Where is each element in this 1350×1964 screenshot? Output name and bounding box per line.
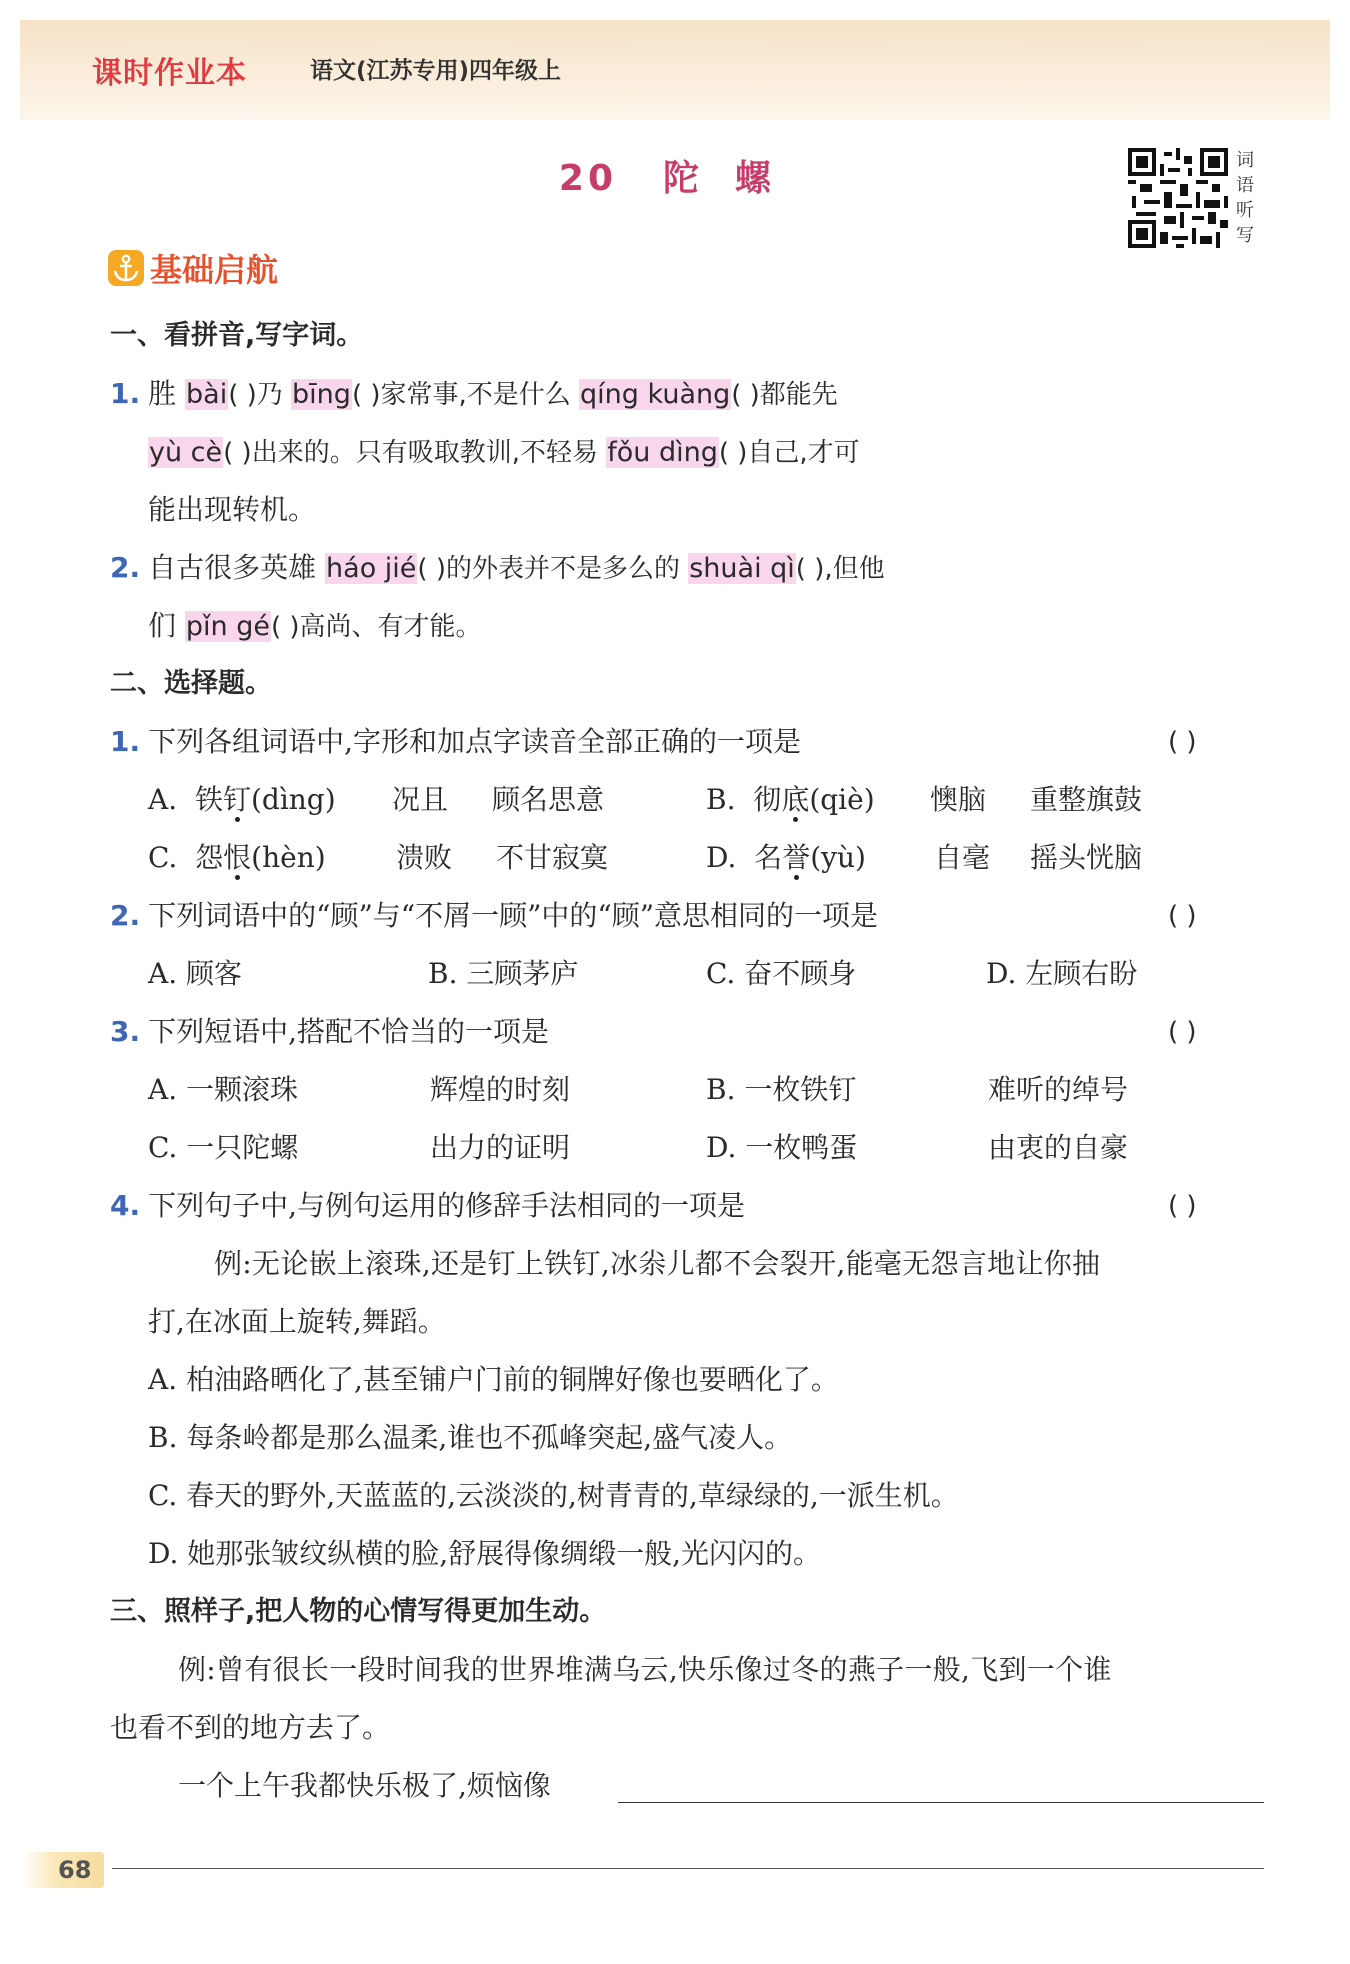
part3-heading: 三、照样子,把人物的心情写得更加生动。 (110, 1596, 607, 1627)
pinyin: qíng kuàng (580, 379, 731, 410)
part2-q3-stem (110, 1012, 549, 1052)
dotted-char: 恨 (223, 841, 252, 874)
option-c[interactable]: C. 奋不顾身 (706, 957, 857, 990)
footer-rule (112, 1868, 1264, 1869)
answer-blank[interactable]: ( )高尚、有才能。 (271, 612, 482, 642)
question-number: 2. (110, 551, 141, 584)
option-c-word3: 不甘寂寞 (496, 841, 609, 874)
question-number: 3. (110, 1015, 141, 1048)
part1-q2-line2 (148, 606, 482, 647)
word: 铁 (194, 783, 223, 816)
part1-q2-line1 (110, 548, 885, 589)
example-sentence-cont: 也看不到的地方去了。 (110, 1711, 391, 1744)
option-c[interactable]: C. 一只陀螺 (148, 1131, 299, 1164)
answer-blank[interactable]: ( )乃 (228, 380, 292, 410)
option-a-phrase2: 辉煌的时刻 (430, 1073, 571, 1106)
word: (hèn) (251, 841, 326, 874)
option-c[interactable]: C. 春天的野外,天蓝蓝的,云淡淡的,树青青的,草绿绿的,一派生机。 (148, 1479, 959, 1512)
question-number: 4. (110, 1189, 141, 1222)
word: (qiè) (809, 783, 875, 816)
part2-q4-stem (110, 1186, 745, 1226)
answer-blank[interactable]: ( ),但他 (795, 554, 885, 584)
option-d[interactable]: D. 左顾右盼 (986, 957, 1138, 990)
question-stem: 下列各组词语中,字形和加点字读音全部正确的一项是 (148, 725, 802, 758)
option-d[interactable]: D. 她那张皱纹纵横的脸,舒展得像绸缎一般,光闪闪的。 (148, 1537, 822, 1570)
part1-q1-line1 (110, 374, 838, 415)
option-b[interactable]: B. 一枚铁钉 (706, 1073, 857, 1106)
pinyin: háo jié (326, 553, 417, 584)
option-d-word3: 摇头恍脑 (1030, 841, 1143, 874)
example-sentence: 例:无论嵌上滚珠,还是钉上铁钉,冰尜儿都不会裂开,能毫无怨言地让你抽 (214, 1247, 1101, 1280)
option-c[interactable] (148, 838, 326, 878)
option-label: A. (148, 783, 178, 816)
option-a-word2: 况且 (392, 783, 449, 816)
part1-q1-line2 (148, 432, 860, 473)
writing-answer-line[interactable] (618, 1802, 1264, 1803)
qr-caption-char: 语 (1236, 175, 1254, 196)
option-a[interactable]: A. 一颗滚珠 (148, 1073, 299, 1106)
word: (dìng) (250, 783, 336, 816)
option-d[interactable]: D. 一枚鸭蛋 (706, 1131, 858, 1164)
answer-blank[interactable]: ( )的外表并不是多么的 (417, 554, 689, 584)
question-number: 1. (110, 377, 141, 410)
option-b-word3: 重整旗鼓 (1030, 783, 1143, 816)
option-a[interactable] (148, 780, 336, 820)
question-number: 2. (110, 899, 141, 932)
page-number: 68 (58, 1856, 92, 1884)
option-b[interactable] (706, 780, 875, 820)
brand-title: 课时作业本 (92, 56, 247, 91)
title-char-2: 螺 (735, 158, 776, 199)
part2-q1-stem (110, 722, 801, 762)
text: 们 (148, 609, 185, 642)
question-stem: 下列词语中的“顾”与“不屑一顾”中的“顾”意思相同的一项是 (148, 899, 879, 932)
page-number-tab (22, 1852, 104, 1888)
question-stem: 下列句子中,与例句运用的修辞手法相同的一项是 (148, 1189, 746, 1222)
pinyin: shuài qì (689, 553, 795, 584)
lesson-number: 20 (558, 158, 618, 199)
word: (yù) (810, 841, 866, 874)
pinyin: fǒu dìng (607, 437, 718, 468)
dotted-char: 誉 (782, 841, 811, 874)
anchor-badge-icon (108, 250, 144, 286)
question-number: 1. (110, 725, 141, 758)
writing-prompt: 一个上午我都快乐极了,烦恼像 (178, 1769, 551, 1802)
pinyin: pǐn gé (185, 611, 270, 642)
option-b[interactable]: B. 每条岭都是那么温柔,谁也不孤峰突起,盛气凌人。 (148, 1421, 793, 1454)
text: 胜 (148, 377, 186, 410)
part2-q2-stem (110, 896, 878, 936)
option-d-phrase2: 由衷的自豪 (988, 1131, 1129, 1164)
qr-code-icon[interactable] (1128, 148, 1228, 248)
answer-blank[interactable]: ( )家常事,不是什么 (351, 380, 580, 410)
pinyin: bīng (292, 379, 351, 410)
option-label: B. (706, 783, 736, 816)
qr-caption-char: 听 (1236, 200, 1254, 221)
qr-caption-char: 词 (1236, 150, 1254, 171)
option-a[interactable]: A. 顾客 (148, 957, 243, 990)
answer-blank[interactable]: ( )都能先 (731, 380, 838, 410)
dotted-char: 底 (781, 783, 810, 816)
qr-caption (1236, 148, 1258, 248)
subject-label: 语文(江苏专用)四年级上 (310, 58, 562, 84)
option-d-word2: 自毫 (934, 841, 991, 874)
question-stem: 下列短语中,搭配不恰当的一项是 (148, 1015, 550, 1048)
part1-heading: 一、看拼音,写字词。 (110, 320, 364, 351)
word: 彻 (753, 783, 782, 816)
answer-paren[interactable]: ( ) (1168, 1191, 1197, 1221)
qr-caption-char: 写 (1236, 225, 1254, 246)
answer-paren[interactable]: ( ) (1168, 1017, 1197, 1047)
option-label: C. (148, 841, 178, 874)
answer-blank[interactable]: ( )出来的。只有吸取教训,不轻易 (223, 438, 607, 468)
option-b-word2: 懊脑 (930, 783, 987, 816)
example-sentence: 例:曾有很长一段时间我的世界堆满乌云,快乐像过冬的燕子一般,飞到一个谁 (178, 1653, 1112, 1686)
option-b[interactable]: B. 三顾茅庐 (428, 957, 579, 990)
answer-paren[interactable]: ( ) (1168, 901, 1197, 931)
part1-q1-line3: 能出现转机。 (148, 493, 317, 526)
word: 名 (754, 841, 783, 874)
section-title: 基础启航 (150, 251, 279, 289)
example-sentence-cont: 打,在冰面上旋转,舞蹈。 (148, 1305, 446, 1338)
text: 自古很多英雄 (148, 551, 326, 584)
option-d[interactable] (706, 838, 866, 878)
title-char-1: 陀 (663, 158, 704, 199)
pinyin: bài (186, 379, 228, 410)
option-b-phrase2: 难听的绰号 (988, 1073, 1129, 1106)
option-a-word3: 顾名思意 (492, 783, 605, 816)
word: 怨 (195, 841, 224, 874)
part2-heading: 二、选择题。 (110, 668, 272, 699)
pinyin: yù cè (149, 437, 223, 468)
dotted-char: 钉 (222, 783, 251, 816)
option-a[interactable]: A. 柏油路晒化了,甚至铺户门前的铜牌好像也要晒化了。 (148, 1363, 839, 1396)
option-c-phrase2: 出力的证明 (430, 1131, 571, 1164)
option-c-word2: 溃败 (396, 841, 453, 874)
answer-paren[interactable]: ( ) (1168, 727, 1197, 757)
answer-blank[interactable]: ( )自己,才可 (718, 438, 860, 468)
option-label: D. (706, 841, 737, 874)
